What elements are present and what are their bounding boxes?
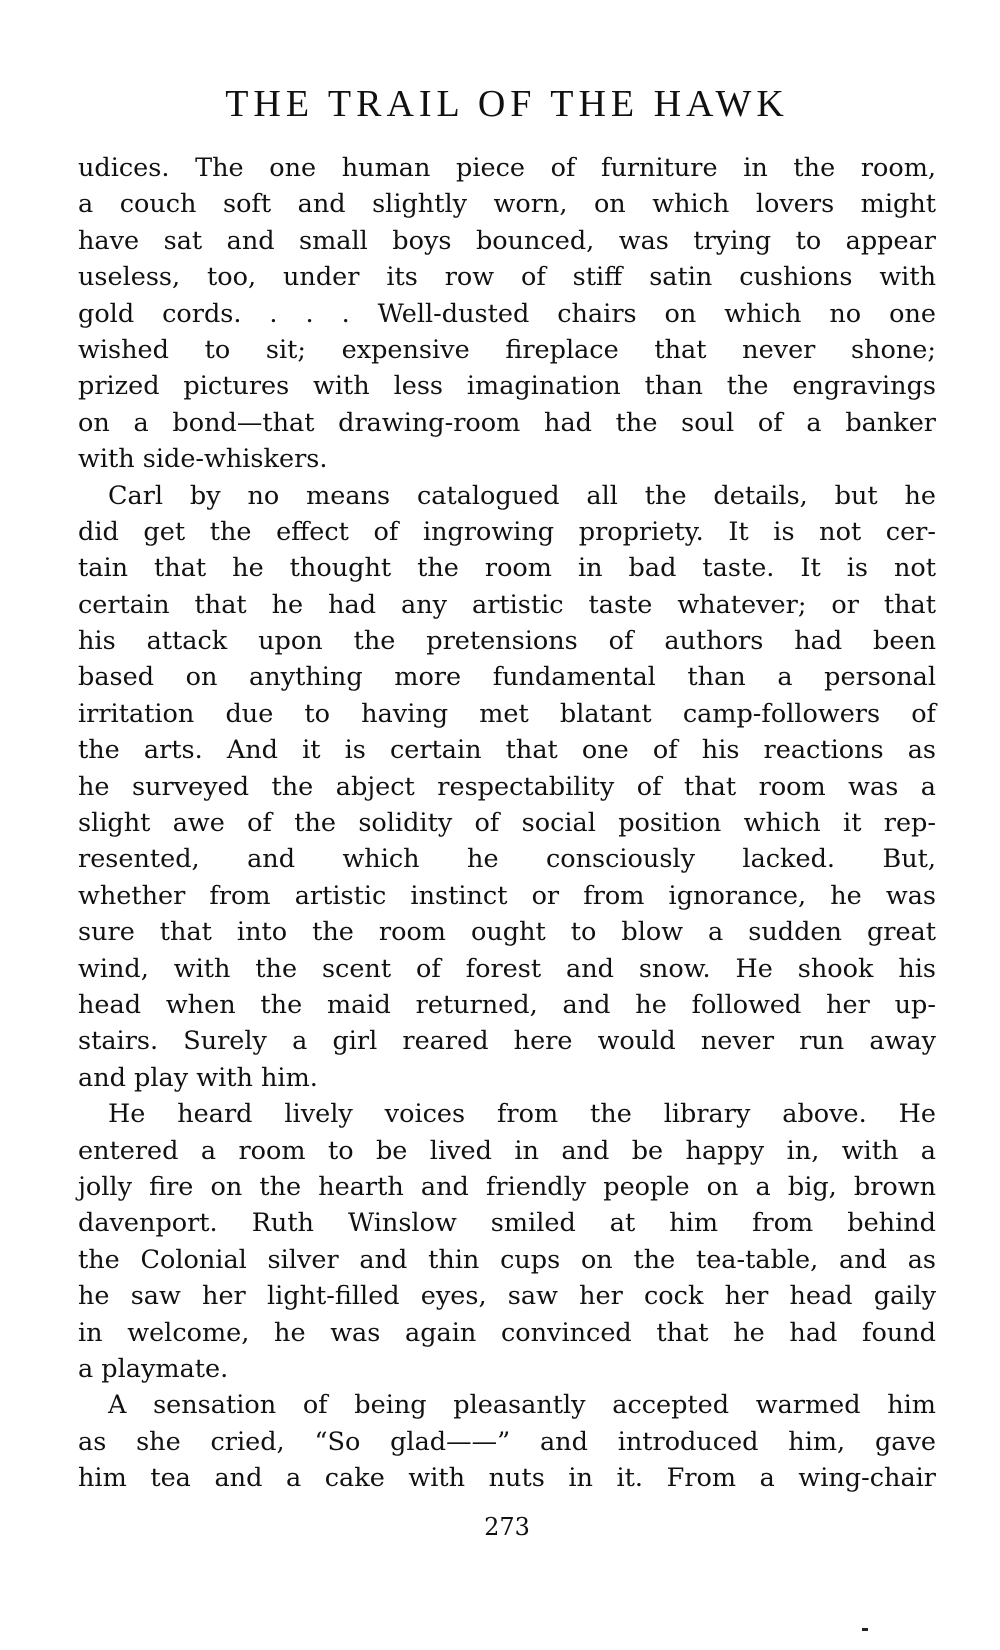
text-line: with side-whiskers. [78,444,328,475]
text-line: have sat and small boys bounced, was trying to appear [78,225,936,256]
text-line: certain that he had any artistic taste whatever; or that [78,589,936,620]
text-line: the Colonial silver and thin cups on the tea-table, and as [78,1244,936,1275]
text-line: a playmate. [78,1353,229,1384]
page-number: 273 [484,1513,530,1541]
scan-speck [862,1628,868,1631]
text-line: jolly fire on the hearth and friendly people on a big, brown [78,1171,936,1202]
text-line: tain that he thought the room in bad taste. It is not [78,553,936,584]
text-line: resented, and which he consciously lacked. But, [78,844,936,875]
text-line: and play with him. [78,1062,318,1093]
text-line: slight awe of the solidity of social position which it rep- [78,808,936,839]
text-line: udices. The one human piece of furniture in the room, [78,153,936,183]
text-line: as she cried, “So glad——” and introduced him, gave [78,1426,936,1457]
text-line: he surveyed the abject respectability of that room was a [78,771,936,802]
text-line: the arts. And it is certain that one of his reactions as [78,735,936,766]
text-line: him tea and a cake with nuts in it. From a wing-chair [78,1463,936,1494]
text-line: whether from artistic instinct or from ignorance, he was [78,880,936,911]
text-line: sure that into the room ought to blow a sudden great [78,917,936,948]
paragraph-first-line: Carl by no means catalogued all the details, but he [108,480,936,511]
text-line: on a bond—that drawing-room had the soul of a banker [78,407,936,438]
text-line: wished to sit; expensive fireplace that never shone; [78,334,936,365]
paragraph-first-line: He heard lively voices from the library above. He [108,1099,936,1130]
text-line: davenport. Ruth Winslow smiled at him from behind [78,1208,936,1239]
text-line: irritation due to having met blatant camp-followers of [78,698,936,729]
text-line: useless, too, under its row of stiff satin cushions with [78,262,936,293]
text-line: wind, with the scent of forest and snow. He shook his [78,953,936,984]
text-line: in welcome, he was again convinced that he had found [78,1317,936,1348]
text-line: a couch soft and slightly worn, on which lovers might [78,189,936,220]
text-line: stairs. Surely a girl reared here would never run away [78,1026,936,1057]
text-line: did get the effect of ingrowing propriety. It is not cer- [78,516,936,547]
text-line: he saw her light-filled eyes, saw her cock her head gaily [78,1281,936,1312]
text-line: his attack upon the pretensions of authors had been [78,626,936,657]
text-line: prized pictures with less imagination than the engravings [78,371,936,402]
text-line: gold cords. . . . Well-dusted chairs on which no one [78,298,936,329]
text-line: head when the maid returned, and he followed her up- [78,989,936,1020]
text-line: entered a room to be lived in and be happy in, with a [78,1135,936,1166]
book-page [78,0,936,1650]
body-text [78,150,936,1496]
running-head-title: THE TRAIL OF THE HAWK [225,83,789,125]
text-line: based on anything more fundamental than a personal [78,662,936,693]
paragraph-first-line: A sensation of being pleasantly accepted warmed him [108,1390,936,1421]
